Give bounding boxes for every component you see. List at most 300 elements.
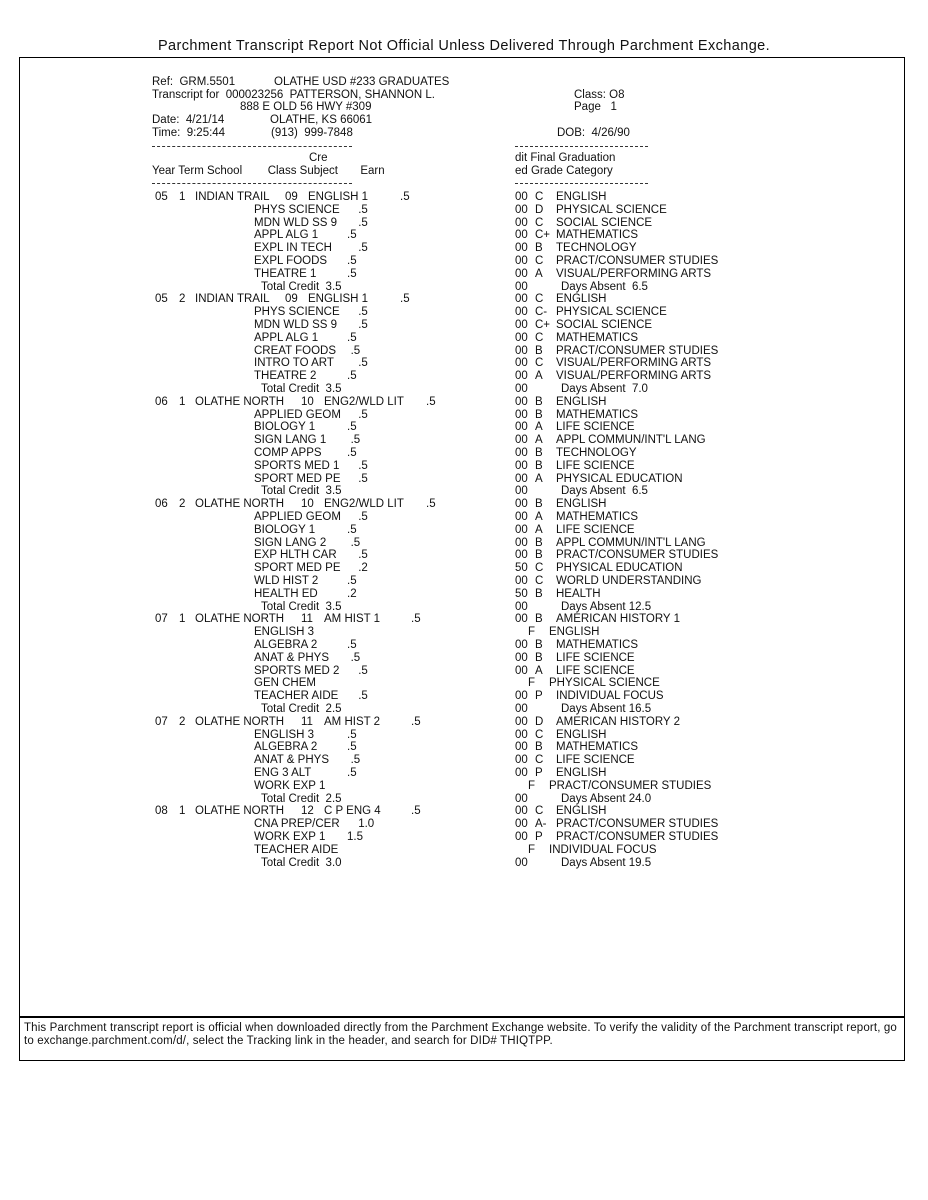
course-subject: ALGEBRA 2 <box>254 639 318 651</box>
term-year: 06 <box>155 395 168 408</box>
course-subject: TEACHER AIDE <box>254 843 339 856</box>
term-total-row <box>0 485 928 498</box>
course-subject: THEATRE 1 <box>254 267 317 280</box>
course-row <box>0 396 928 409</box>
transcript-for: Transcript for 000023256 PATTERSON, SHANNON L. <box>152 89 435 101</box>
course-row <box>0 434 928 447</box>
credit-earned: 00 <box>515 690 528 703</box>
course-subject: THEATRE 2 <box>254 370 317 383</box>
term-year: 08 <box>155 805 168 818</box>
credit-earned: 00 <box>515 216 528 229</box>
course-subject: SIGN LANG 1 <box>254 434 327 447</box>
page-number: Page 1 <box>574 101 617 113</box>
course-row <box>0 473 928 486</box>
course-subject: APPL ALG 1 <box>254 331 319 344</box>
graduation-category: PRACT/CONSUMER STUDIES <box>556 344 719 357</box>
days-absent: Days Absent 7.0 <box>561 383 648 395</box>
graduation-category: PRACT/CONSUMER STUDIES <box>556 818 719 831</box>
graduation-category: ENGLISH <box>556 191 607 203</box>
course-credit: .5 <box>426 498 436 511</box>
school-name: INDIAN TRAIL <box>195 191 270 203</box>
course-row <box>0 665 928 678</box>
course-credit: .5 <box>358 664 368 677</box>
credit-earned: 00 <box>515 203 528 216</box>
course-row <box>0 639 928 652</box>
total-earned: 00 <box>515 792 528 805</box>
term-total-row <box>0 857 928 870</box>
course-subject: APPLIED GEOM <box>254 511 341 523</box>
course-subject: GEN CHEM <box>254 677 316 690</box>
graduation-category: MATHEMATICS <box>556 408 638 421</box>
course-credit: .5 <box>358 242 368 255</box>
separator-right-top <box>515 146 648 147</box>
credit-earned: 00 <box>515 818 528 831</box>
graduation-category: AMERICAN HISTORY 1 <box>556 613 680 626</box>
graduation-category: ENGLISH <box>556 395 607 408</box>
course-subject: MDN WLD SS 9 <box>254 319 338 331</box>
course-row <box>0 741 928 754</box>
course-row <box>0 716 928 729</box>
graduation-category: INDIVIDUAL FOCUS <box>549 843 657 856</box>
course-credit: .5 <box>411 805 421 818</box>
course-credit: .5 <box>347 331 357 344</box>
separator-right-bottom <box>515 183 648 184</box>
separator-left-bottom <box>152 183 352 184</box>
graduation-category: MATHEMATICS <box>556 639 638 651</box>
graduation-category: PHYSICAL EDUCATION <box>556 472 683 485</box>
course-row <box>0 268 928 281</box>
graduation-category: ENGLISH <box>556 805 607 818</box>
total-credit: Total Credit 3.5 <box>261 280 342 293</box>
course-row <box>0 690 928 703</box>
graduation-category: PRACT/CONSUMER STUDIES <box>556 831 719 843</box>
course-subject: ALGEBRA 2 <box>254 741 318 754</box>
page-banner: Parchment Transcript Report Not Official Unless Delivered Through Parchment Exchange. <box>157 38 771 54</box>
credit-earned: 00 <box>515 664 528 677</box>
credit-earned: 00 <box>515 344 528 357</box>
course-credit: .5 <box>347 575 357 587</box>
course-row <box>0 204 928 217</box>
column-heading-credit: Cre <box>309 152 328 164</box>
total-credit: Total Credit 3.5 <box>261 485 342 498</box>
course-credit: .5 <box>426 395 436 408</box>
graduation-category: LIFE SCIENCE <box>556 421 635 434</box>
graduation-category: LIFE SCIENCE <box>556 523 635 536</box>
course-subject: ANAT & PHYS <box>254 754 329 767</box>
course-row <box>0 306 928 319</box>
course-subject: COMP APPS <box>254 447 322 459</box>
course-row <box>0 409 928 422</box>
course-row <box>0 805 928 818</box>
credit-earned: 00 <box>515 255 528 267</box>
address-line-1: 888 E OLD 56 HWY #309 <box>240 101 372 113</box>
credit-earned: 00 <box>515 754 528 767</box>
term-year: 07 <box>155 613 168 626</box>
course-subject: ENGLISH 3 <box>254 626 315 639</box>
term-number: 1 <box>179 395 186 408</box>
final-grade: C <box>535 728 544 741</box>
course-row <box>0 345 928 358</box>
course-row <box>0 524 928 537</box>
course-row <box>0 460 928 473</box>
course-credit: .5 <box>411 715 421 728</box>
graduation-category: PHYSICAL SCIENCE <box>556 203 667 216</box>
course-credit: .5 <box>350 536 361 549</box>
final-grade: B <box>535 613 543 626</box>
phone-number: (913) 999-7848 <box>271 127 353 139</box>
course-row <box>0 421 928 434</box>
credit-earned: 00 <box>515 191 528 203</box>
course-subject: ANAT & PHYS <box>254 651 329 664</box>
graduation-category: MATHEMATICS <box>556 229 638 242</box>
final-grade: B <box>535 344 543 357</box>
course-row <box>0 767 928 780</box>
final-grade: B <box>535 741 543 754</box>
final-grade: P <box>535 690 543 703</box>
course-row <box>0 217 928 230</box>
course-row <box>0 549 928 562</box>
final-grade: C <box>535 191 544 203</box>
days-absent: Days Absent 24.0 <box>561 792 652 805</box>
course-credit: .5 <box>358 319 368 331</box>
total-earned: 00 <box>515 280 528 293</box>
school-name: OLATHE NORTH <box>195 805 285 818</box>
graduation-category: INDIVIDUAL FOCUS <box>556 690 664 703</box>
course-credit: .5 <box>411 613 421 626</box>
credit-earned: 00 <box>515 498 528 511</box>
credit-earned: 00 <box>515 229 528 242</box>
final-grade: A <box>535 267 543 280</box>
credit-earned: 00 <box>515 767 528 779</box>
credit-earned: 00 <box>515 511 528 523</box>
course-row <box>0 652 928 665</box>
credit-earned: 00 <box>515 523 528 536</box>
graduation-category: VISUAL/PERFORMING ARTS <box>556 370 712 383</box>
final-grade: B <box>535 549 543 562</box>
course-row <box>0 818 928 831</box>
final-grade: C <box>535 216 544 229</box>
credit-earned: 00 <box>515 536 528 549</box>
graduation-category: APPL COMMUN/INT'L LANG <box>556 536 706 549</box>
credit-earned: 00 <box>515 395 528 408</box>
total-credit: Total Credit 2.5 <box>261 703 342 715</box>
credit-earned: 00 <box>515 447 528 459</box>
school-name: OLATHE NORTH <box>195 715 285 728</box>
credit-earned: 00 <box>515 639 528 651</box>
final-grade: B <box>535 459 543 472</box>
final-grade: B <box>535 639 543 651</box>
course-row <box>0 242 928 255</box>
final-grade: C+ <box>535 319 551 331</box>
graduation-category: APPL COMMUN/INT'L LANG <box>556 434 706 447</box>
course-subject: PHYS SCIENCE <box>254 306 340 319</box>
credit-earned: 00 <box>515 242 528 255</box>
total-earned: 00 <box>515 703 528 715</box>
course-credit: .5 <box>347 421 357 434</box>
separator-left-top <box>152 146 352 147</box>
course-credit: .5 <box>350 754 361 767</box>
course-subject: ENG2/WLD LIT <box>324 395 404 408</box>
term-number: 2 <box>179 498 186 511</box>
final-grade: C <box>535 575 544 587</box>
course-credit: .5 <box>358 511 368 523</box>
course-subject: SPORTS MED 2 <box>254 664 340 677</box>
course-row <box>0 562 928 575</box>
graduation-category: WORLD UNDERSTANDING <box>556 575 702 587</box>
days-absent: Days Absent 12.5 <box>561 600 652 613</box>
final-grade: A <box>535 472 543 485</box>
course-credit: .5 <box>347 523 357 536</box>
graduation-category: ENGLISH <box>556 728 607 741</box>
credit-earned: 00 <box>515 651 528 664</box>
course-credit: .5 <box>347 447 357 459</box>
total-earned: 00 <box>515 600 528 613</box>
graduation-category: MATHEMATICS <box>556 741 638 754</box>
credit-earned: 00 <box>515 831 528 843</box>
course-subject: CNA PREP/CER <box>254 818 340 831</box>
graduation-category: LIFE SCIENCE <box>556 651 635 664</box>
term-total-row <box>0 281 928 294</box>
days-absent: Days Absent 6.5 <box>561 485 648 498</box>
term-year: 06 <box>155 498 168 511</box>
total-earned: 00 <box>515 485 528 498</box>
final-grade: C- <box>535 306 548 319</box>
school-name: INDIAN TRAIL <box>195 293 270 306</box>
district-name: OLATHE USD #233 GRADUATES <box>274 76 450 88</box>
school-name: OLATHE NORTH <box>195 498 285 511</box>
course-credit: .5 <box>347 255 357 267</box>
graduation-category: PHYSICAL SCIENCE <box>549 677 660 690</box>
column-heading-left: Year Term School Class Subject Earn <box>152 165 385 177</box>
graduation-category: PRACT/CONSUMER STUDIES <box>556 549 719 562</box>
course-credit: 1.0 <box>358 818 375 831</box>
final-grade: F <box>528 626 536 639</box>
credit-earned: 00 <box>515 715 528 728</box>
course-row <box>0 537 928 550</box>
course-credit: .5 <box>350 344 361 357</box>
class-level: 10 <box>301 395 314 408</box>
credit-earned: 00 <box>515 549 528 562</box>
final-grade: F <box>528 843 536 856</box>
final-grade: F <box>528 677 536 690</box>
graduation-category: ENGLISH <box>556 767 607 779</box>
final-grade: D <box>535 715 544 728</box>
course-credit: .5 <box>347 741 357 754</box>
course-row <box>0 191 928 204</box>
credit-earned: 50 <box>515 587 528 600</box>
course-row <box>0 255 928 268</box>
course-credit: .5 <box>347 639 357 651</box>
final-grade: C <box>535 357 544 370</box>
course-row <box>0 626 928 639</box>
final-grade: C <box>535 805 544 818</box>
footer-divider <box>19 1016 905 1018</box>
credit-earned: 00 <box>515 370 528 383</box>
course-row <box>0 677 928 690</box>
course-subject: CREAT FOODS <box>254 344 336 357</box>
graduation-category: AMERICAN HISTORY 2 <box>556 715 680 728</box>
course-subject: SPORT MED PE <box>254 472 341 485</box>
class-level: 11 <box>301 613 313 626</box>
course-row <box>0 511 928 524</box>
column-heading-right-top: dit Final Graduation <box>515 152 616 164</box>
course-credit: .5 <box>358 472 368 485</box>
course-subject: PHYS SCIENCE <box>254 203 340 216</box>
course-row <box>0 729 928 742</box>
total-credit: Total Credit 3.0 <box>261 856 342 869</box>
address-line-2: OLATHE, KS 66061 <box>270 114 373 126</box>
final-grade: B <box>535 651 543 664</box>
final-grade: P <box>535 831 543 843</box>
ref-number: Ref: GRM.5501 <box>152 76 236 88</box>
course-row <box>0 229 928 242</box>
term-number: 2 <box>179 715 186 728</box>
course-row <box>0 293 928 306</box>
credit-earned: 00 <box>515 357 528 370</box>
verification-note: This Parchment transcript report is official when downloaded directly from the Parchment Exchange website. To verify the validity of the Parchment transcript report, go to exchange.parchment.com/d/, select the Tracking link in the header, and search for DID# THIQTPP. <box>24 1022 897 1047</box>
credit-earned: 00 <box>515 459 528 472</box>
final-grade: B <box>535 536 543 549</box>
credit-earned: 00 <box>515 421 528 434</box>
column-heading-right: ed Grade Category <box>515 165 613 177</box>
final-grade: B <box>535 447 543 459</box>
graduation-category: ENGLISH <box>556 293 607 306</box>
term-number: 1 <box>179 191 186 203</box>
credit-earned: 00 <box>515 331 528 344</box>
course-credit: .5 <box>347 728 357 741</box>
course-subject: EXPL FOODS <box>254 255 328 267</box>
course-row <box>0 319 928 332</box>
total-earned: 00 <box>515 856 528 869</box>
class-code: Class: O8 <box>574 89 625 101</box>
graduation-category: TECHNOLOGY <box>556 447 637 459</box>
course-subject: EXPL IN TECH <box>254 242 332 255</box>
graduation-category: ENGLISH <box>549 626 600 639</box>
course-subject: ENGLISH 1 <box>308 191 369 203</box>
final-grade: B <box>535 587 543 600</box>
report-date: Date: 4/21/14 <box>152 114 225 126</box>
final-grade: C <box>535 331 544 344</box>
graduation-category: SOCIAL SCIENCE <box>556 216 653 229</box>
days-absent: Days Absent 6.5 <box>561 280 648 293</box>
graduation-category: PHYSICAL EDUCATION <box>556 562 683 575</box>
credit-earned: 50 <box>515 562 528 575</box>
course-credit: .5 <box>358 357 368 370</box>
class-level: 11 <box>301 715 313 728</box>
credit-earned: 00 <box>515 613 528 626</box>
course-credit: .5 <box>400 293 410 306</box>
course-subject: APPL ALG 1 <box>254 229 319 242</box>
course-credit: .5 <box>347 267 357 280</box>
credit-earned: 00 <box>515 472 528 485</box>
course-subject: WORK EXP 1 <box>254 831 326 843</box>
graduation-category: VISUAL/PERFORMING ARTS <box>556 357 712 370</box>
course-subject: HEALTH ED <box>254 587 318 600</box>
credit-earned: 00 <box>515 434 528 447</box>
course-credit: .5 <box>400 191 410 203</box>
course-subject: EXP HLTH CAR <box>254 549 337 562</box>
final-grade: C <box>535 754 544 767</box>
final-grade: A <box>535 370 543 383</box>
total-earned: 00 <box>515 383 528 395</box>
graduation-category: PRACT/CONSUMER STUDIES <box>556 255 719 267</box>
course-subject: ENG 3 ALT <box>254 767 312 779</box>
graduation-category: MATHEMATICS <box>556 331 638 344</box>
course-subject: BIOLOGY 1 <box>254 523 316 536</box>
class-level: 09 <box>285 293 298 306</box>
course-subject: WORK EXP 1 <box>254 779 326 792</box>
course-row <box>0 332 928 345</box>
course-credit: .5 <box>358 408 368 421</box>
credit-earned: 00 <box>515 319 528 331</box>
course-subject: SPORT MED PE <box>254 562 341 575</box>
term-total-row <box>0 793 928 806</box>
term-total-row <box>0 703 928 716</box>
course-credit: .5 <box>347 370 357 383</box>
course-credit: .5 <box>347 229 357 242</box>
final-grade: B <box>535 242 543 255</box>
term-number: 1 <box>179 613 186 626</box>
final-grade: A <box>535 523 543 536</box>
course-credit: .5 <box>358 306 368 319</box>
course-subject: BIOLOGY 1 <box>254 421 316 434</box>
graduation-category: VISUAL/PERFORMING ARTS <box>556 267 712 280</box>
class-level: 12 <box>301 805 314 818</box>
final-grade: A <box>535 511 543 523</box>
graduation-category: ENGLISH <box>556 498 607 511</box>
days-absent: Days Absent 19.5 <box>561 856 652 869</box>
course-subject: ENGLISH 1 <box>308 293 369 306</box>
credit-earned: 00 <box>515 408 528 421</box>
credit-earned: 00 <box>515 293 528 306</box>
final-grade: B <box>535 408 543 421</box>
days-absent: Days Absent 16.5 <box>561 703 652 715</box>
class-level: 10 <box>301 498 314 511</box>
course-subject: MDN WLD SS 9 <box>254 216 338 229</box>
graduation-category: HEALTH <box>556 587 601 600</box>
report-time: Time: 9:25:44 <box>152 127 226 139</box>
credit-earned: 00 <box>515 741 528 754</box>
course-subject: AM HIST 2 <box>324 715 381 728</box>
graduation-category: LIFE SCIENCE <box>556 754 635 767</box>
graduation-category: TECHNOLOGY <box>556 242 637 255</box>
course-row <box>0 498 928 511</box>
course-row <box>0 831 928 844</box>
course-row <box>0 357 928 370</box>
course-credit: .5 <box>347 767 357 779</box>
course-row <box>0 370 928 383</box>
graduation-category: MATHEMATICS <box>556 511 638 523</box>
course-credit: .5 <box>350 651 361 664</box>
course-credit: .2 <box>358 562 368 575</box>
final-grade: B <box>535 498 543 511</box>
course-subject: INTRO TO ART <box>254 357 334 370</box>
school-name: OLATHE NORTH <box>195 613 285 626</box>
course-subject: APPLIED GEOM <box>254 408 341 421</box>
final-grade: A <box>535 664 543 677</box>
date-of-birth: DOB: 4/26/90 <box>557 127 630 139</box>
final-grade: C <box>535 255 544 267</box>
term-year: 07 <box>155 715 168 728</box>
final-grade: A <box>535 421 543 434</box>
course-subject: AM HIST 1 <box>324 613 381 626</box>
total-credit: Total Credit 2.5 <box>261 792 342 805</box>
graduation-category: SOCIAL SCIENCE <box>556 319 653 331</box>
credit-earned: 00 <box>515 728 528 741</box>
total-credit: Total Credit 3.5 <box>261 600 342 613</box>
course-credit: .5 <box>358 549 368 562</box>
course-credit: .5 <box>358 459 368 472</box>
